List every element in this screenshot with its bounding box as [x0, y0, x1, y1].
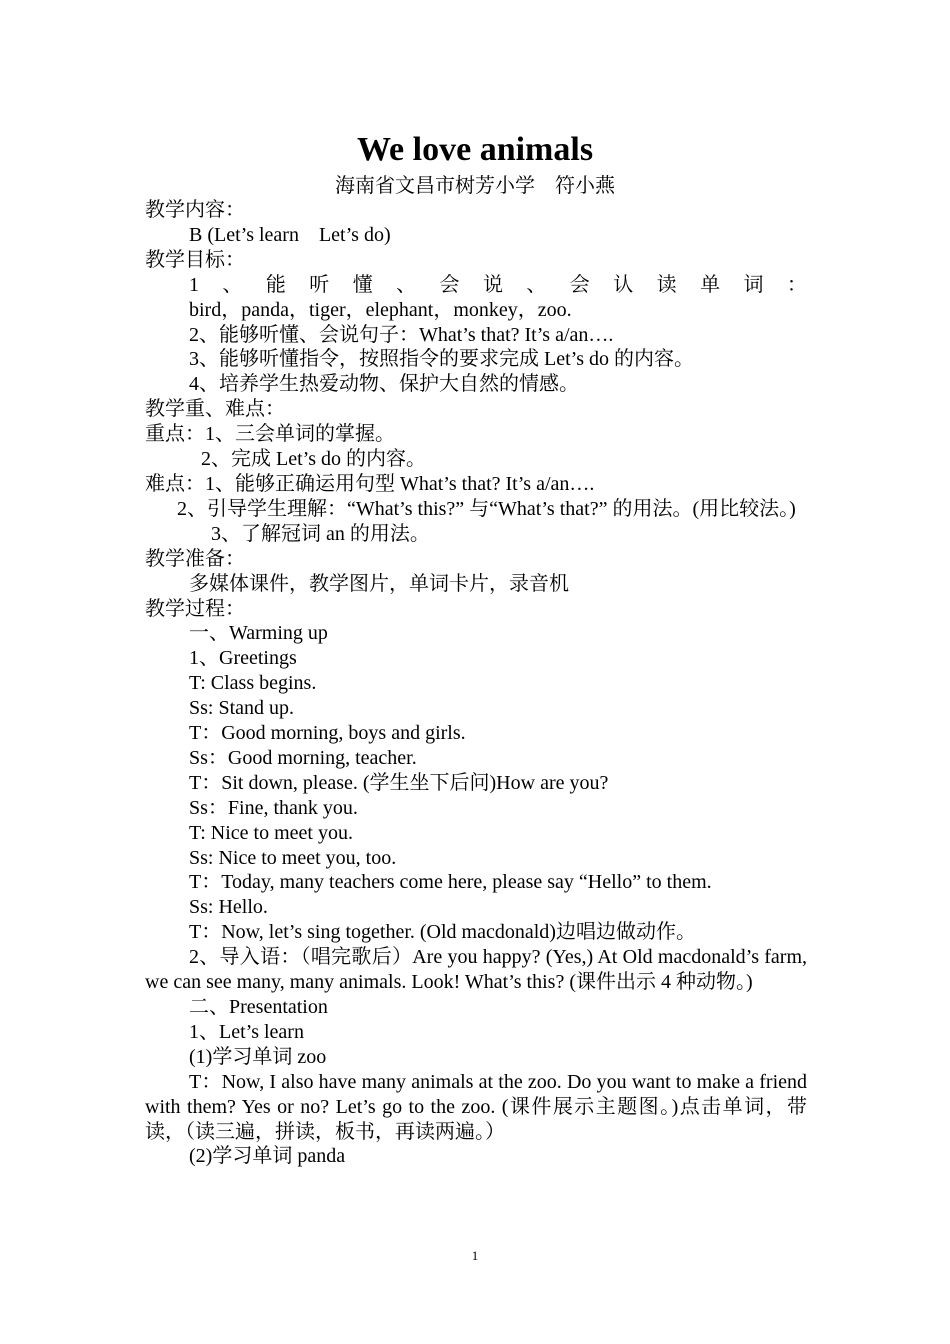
- text-paragraph: 2、引导学生理解：“What’s this?” 与“What’s that?” 的用法。(用比较法。): [177, 497, 796, 520]
- text-line: 重点：1、三会单词的掌握。: [145, 423, 395, 446]
- text-line: Ss: Hello.: [189, 896, 268, 919]
- char: ：: [786, 273, 807, 296]
- section-heading-content: 教学内容：: [145, 199, 245, 221]
- char: 会: [569, 273, 590, 296]
- text-line: T：Today, many teachers come here, please say “Hello” to them.: [189, 871, 712, 894]
- text-line: 2、能够听懂、会说句子：What’s that? It’s a/an….: [189, 323, 614, 346]
- text-line: 难点：1、能够正确运用句型 What’s that? It’s a/an….: [145, 472, 595, 495]
- char: 听: [309, 273, 330, 296]
- page-number: 1: [471, 1248, 479, 1263]
- text-line: 4、培养学生热爱动物、保护大自然的情感。: [189, 373, 579, 396]
- text-line: T：Now, let’s sing together. (Old macdonald)边唱边做动作。: [189, 921, 696, 944]
- text-line: Ss: Stand up.: [189, 697, 295, 720]
- text-line: Ss：Good morning, teacher.: [189, 746, 417, 769]
- text-line: T: Nice to meet you.: [189, 821, 353, 844]
- text-line: 3、了解冠词 an 的用法。: [211, 522, 430, 545]
- text-line: 1、Let’s learn: [189, 1020, 304, 1043]
- text-line: 1、Greetings: [189, 647, 297, 670]
- document-title: We love animals: [356, 131, 594, 168]
- text-line: 多媒体课件，教学图片，单词卡片，录音机: [189, 572, 569, 595]
- text-line: 二、Presentation: [189, 996, 328, 1018]
- char: 懂: [352, 273, 373, 296]
- char: 词: [743, 273, 764, 296]
- char: 、: [396, 273, 417, 296]
- document-body: [145, 198, 807, 1169]
- text-line: 一、Warming up: [189, 622, 328, 645]
- char: 说: [482, 273, 503, 296]
- char: 、: [222, 273, 243, 296]
- section-heading-preparation: 教学准备：: [145, 547, 245, 570]
- section-heading-process: 教学过程：: [145, 597, 245, 620]
- text-paragraph: 2、导入语：（唱完歌后）Are you happy? (Yes,) At Old macdonald’s farm, we can see many, many animals. Look! What’s this? (课件出示 4 种动物。): [145, 946, 807, 994]
- text-line: 2、完成 Let’s do 的内容。: [201, 448, 426, 471]
- char: 、: [526, 273, 547, 296]
- text-paragraph: T：Now, I also have many animals at the zoo. Do you want to make a friend with them? Yes or no? Let’s go to the zoo. (课件展示主题图。)点击单词，带读，（读三遍，拼读，板书，再读两遍。）: [145, 1070, 807, 1143]
- text-line: T：Good morning, boys and girls.: [189, 722, 466, 745]
- text-line: bird，panda，tiger，elephant，monkey，zoo.: [189, 298, 572, 321]
- author-line: 海南省文昌市树芳小学 符小燕: [335, 175, 615, 197]
- text-line: (1)学习单词 zoo: [189, 1045, 327, 1068]
- text-line: Ss：Fine, thank you.: [189, 796, 358, 819]
- text-line: Ss: Nice to meet you, too.: [189, 846, 397, 869]
- text-line: T：Sit down, please. (学生坐下后问)How are you?: [189, 771, 609, 794]
- section-heading-objectives: 教学目标：: [145, 248, 245, 271]
- text-line: (2)学习单词 panda: [189, 1145, 346, 1168]
- char: 会: [439, 273, 460, 296]
- section-heading-key-points: 教学重、难点：: [145, 398, 285, 421]
- objective-1-line: [145, 273, 807, 298]
- text-line: 3、能够听懂指令，按照指令的要求完成 Let’s do 的内容。: [189, 348, 694, 371]
- char: 认: [613, 273, 634, 296]
- text-line: B (Let’s learn Let’s do): [189, 223, 391, 246]
- char: 读: [656, 273, 677, 296]
- char: 能: [265, 273, 286, 296]
- char: 单: [700, 273, 721, 296]
- char: 1: [189, 273, 199, 296]
- text-line: T: Class begins.: [189, 672, 317, 695]
